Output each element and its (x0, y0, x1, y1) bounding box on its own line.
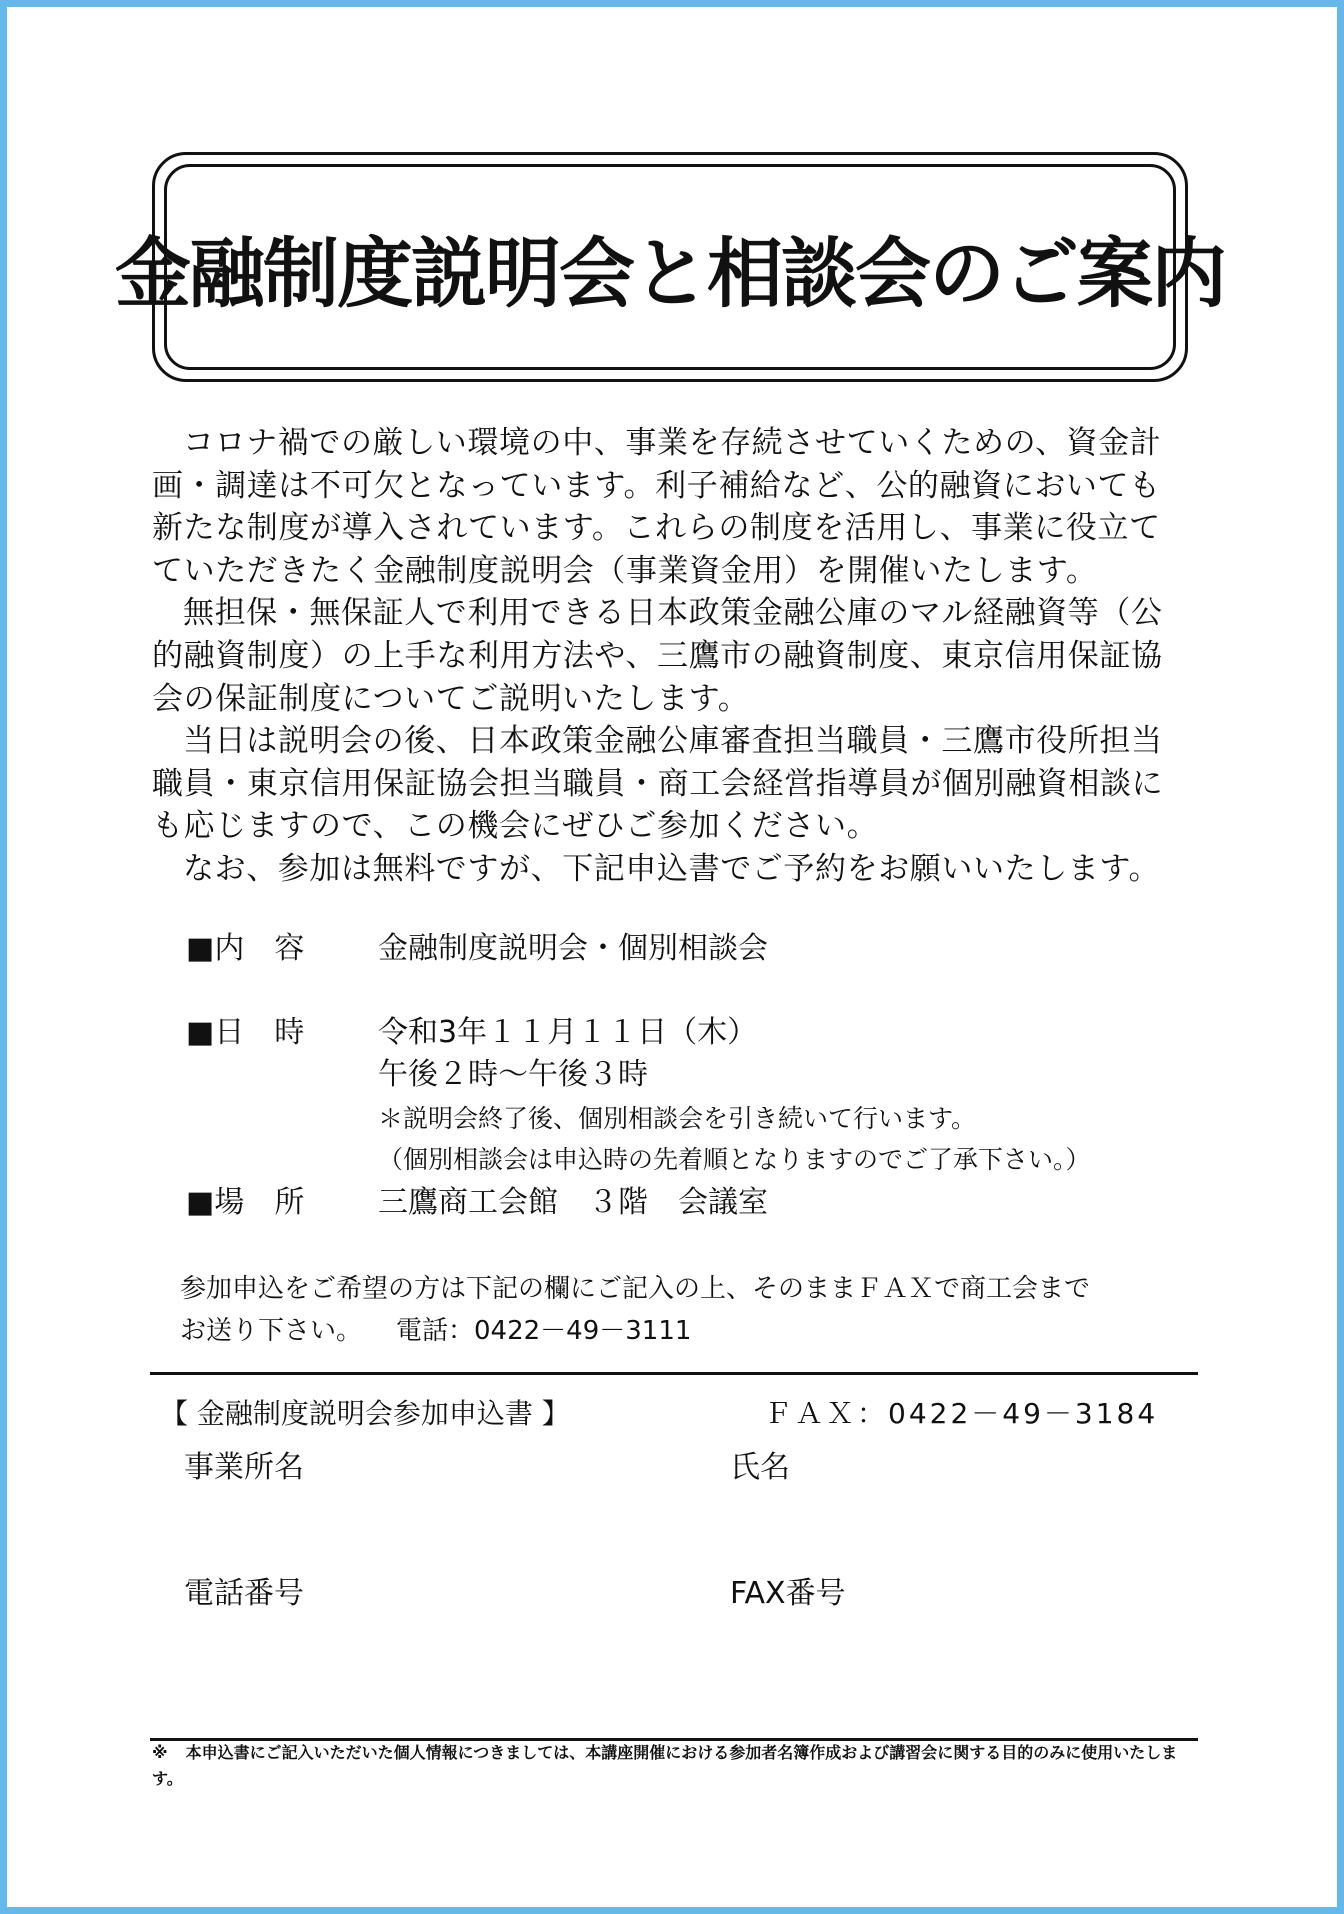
intro-paragraph: なお、参加は無料ですが、下記申込書でご予約をお願いいたします。 (183, 850, 1161, 887)
intro-paragraph: コロナ禍での厳しい環境の中、事業を存続させていくための、資金計画・調達は不可欠となっています。利子補給など、公的融資においても新たな制度が導入されています。これらの制度を活用し、事業に役立てていただきたく金融制度説明会（事業資金用）を開催いたします。 (152, 425, 1162, 589)
business-name-field[interactable]: 事業所名 (184, 1450, 304, 1485)
footnote-text: 本申込書にご記入いただいた個人情報につきましては、本講座開催における参加者名簿作成および講習会に関する目的のみに使用いたします。 (152, 1743, 1178, 1788)
datetime-label: ■日 時 (186, 1015, 305, 1050)
application-instructions (180, 1268, 1180, 1352)
time-value: 午後２時～午後３時 (378, 1057, 648, 1092)
application-line (180, 1310, 1180, 1352)
schedule-note: （個別相談会は申込時の先着順となりますのでご了承下さい。） (378, 1145, 1091, 1174)
place-label: ■場 所 (186, 1185, 305, 1220)
application-line-end: お送り下さい。 (180, 1316, 363, 1346)
intro-paragraph: 無担保・無保証人で利用できる日本政策金融公庫のマル経融資等（公的融資制度）の上手な利用方法や、三鷹市の融資制度、東京信用保証協会の保証制度についてご説明いたします。 (152, 595, 1163, 717)
intro-text (152, 422, 1192, 891)
date-value: 令和3年１１月１１日（木） (378, 1015, 758, 1050)
schedule-note: ＊説明会終了後、個別相談会を引き続いて行います。 (378, 1104, 977, 1133)
phone-field[interactable]: 電話番号 (184, 1576, 304, 1611)
name-field[interactable]: 氏名 (730, 1450, 790, 1485)
fax-number: ＦＡＸ：0422－49－3184 (764, 1397, 1159, 1430)
intro-paragraph: 当日は説明会の後、日本政策金融公庫審査担当職員・三鷹市役所担当職員・東京信用保証協会担当職員・商工会経営指導員が個別融資相談にも応じますので、この機会にぜひご参加ください。 (152, 723, 1164, 845)
footnote-mark: ※ (152, 1743, 168, 1762)
privacy-footnote (152, 1740, 1202, 1792)
content-label: ■内 容 (186, 931, 305, 966)
page-title: 金融制度説明会と相談会のご案内 (115, 228, 1225, 318)
title-frame (115, 164, 1225, 370)
place-value: 三鷹商工会館 ３階 会議室 (378, 1185, 768, 1220)
application-line: 参加申込をご希望の方は下記の欄にご記入の上、そのままＦＡＸで商工会まで (180, 1274, 1091, 1304)
fax-field[interactable]: FAX番号 (730, 1576, 846, 1611)
form-divider (150, 1372, 1198, 1375)
form-title: 【 金融制度説明会参加申込書 】 (160, 1397, 570, 1430)
phone-number: 電話：0422－49－3111 (396, 1316, 692, 1346)
content-value: 金融制度説明会・個別相談会 (378, 931, 768, 966)
